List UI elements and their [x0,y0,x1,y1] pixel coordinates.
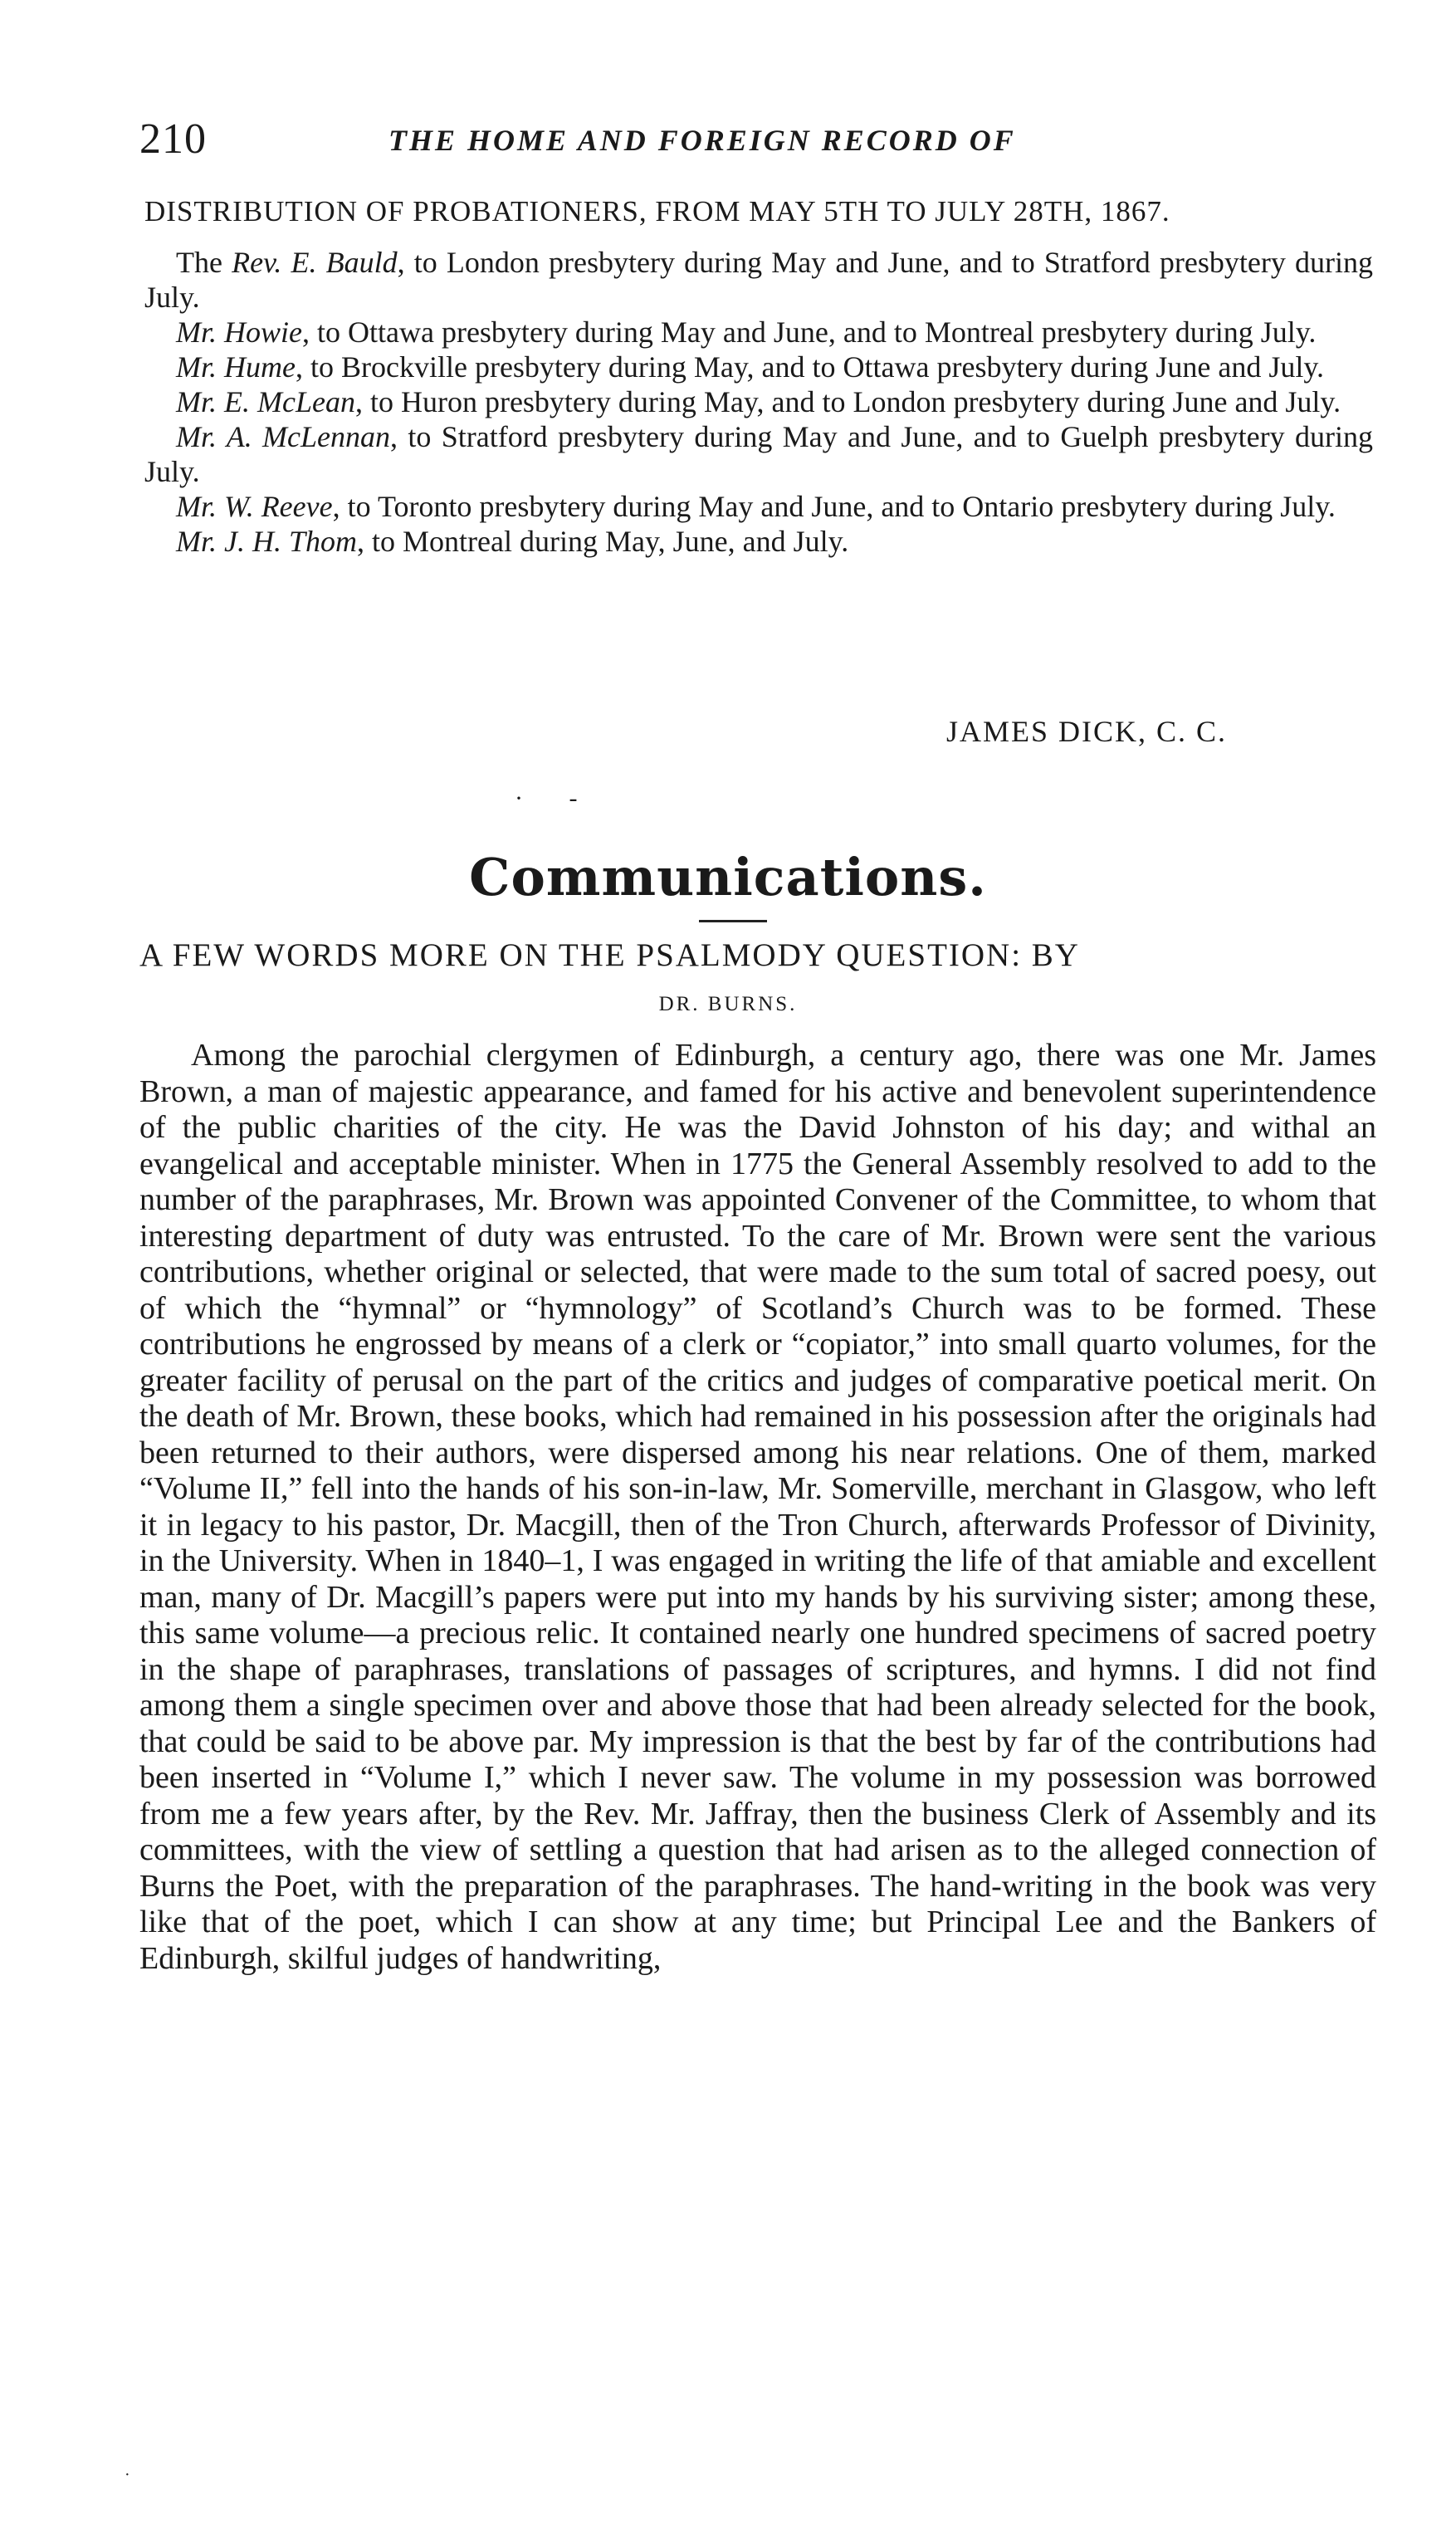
heading-rule [699,920,767,922]
signature: JAMES DICK, C. C. [946,715,1228,748]
probationer-name: Rev. E. Bauld [232,246,398,279]
probationer-name: Mr. W. Reeve [176,490,333,523]
probationer-entry: The Rev. E. Bauld, to London presbytery during May and June, and to Stratford presbytery during July. [144,246,1373,314]
probationer-entry: Mr. A. McLennan, to Stratford presbytery during May and June, and to Guelph presbytery during July. [144,420,1373,488]
probationer-name: Mr. A. McLennan [176,420,391,453]
section-heading: Communications. [469,847,987,907]
probationer-entry: Mr. E. McLean, to Huron presbytery during May, and to London presbytery during June and July. [176,385,1341,418]
footer-mark: · [125,2466,130,2484]
probationer-name: Mr. Howie [176,315,302,349]
probationer-entry: Mr. Hume, to Brockville presbytery during May, and to Ottawa presbytery during June and July. [176,350,1325,384]
notice-heading: DISTRIBUTION OF PROBATIONERS, FROM MAY 5TH TO JULY 28TH, 1867. [144,195,1170,227]
running-head [139,115,1385,164]
probationer-name: Mr. E. McLean [176,385,355,418]
probationer-entry: Mr. W. Reeve, to Toronto presbytery during May and June, and to Ontario presbytery during July. [176,490,1336,523]
probationer-name: Mr. Hume [176,350,296,384]
probationer-entry: Mr. J. H. Thom, to Montreal during May, June, and July. [176,525,849,558]
probationer-name: Mr. J. H. Thom [176,525,358,558]
probationer-list [144,245,1373,559]
byline: DR. BURNS. [658,993,798,1015]
journal-title: THE HOME AND FOREIGN RECORD OF [388,124,1016,157]
ornament-marks: · ‐ [515,785,598,812]
article-title: A FEW WORDS MORE ON THE PSALMODY QUESTION: BY [139,937,1080,973]
article-body: Among the parochial clergymen of Edinburgh, a century ago, there was one Mr. James Brown, a man of majestic appearance, and famed for his active and benevolent superintendence of the public charities of the city. He was the David Johnston of his day; and withal an evangelical and acceptable minister. When in 1775 the General Assembly resolved to add to the number of the paraphrases, Mr. Brown was appointed Convener of the Committee, to whom that interesting department of duty was entrusted. To the care of Mr. Brown were sent the various contributions, whether original or selected, that were made to the sum total of sacred poesy, out of which the “hymnal” or “hymnology” of Scotland’s Church was to be formed. These contributions he engrossed by means of a clerk or “copiator,” into small quarto volumes, for the greater facility of perusal on the part of the critics and judges of comparative poetical merit. On the death of Mr. Brown, these books, which had remained in his possession after the originals had been returned to their authors, were dispersed among his near relations. One of them, marked “Volume II,” fell into the hands of his son-in-law, Mr. Somerville, merchant in Glasgow, who left it in legacy to his pastor, Dr. Macgill, then of the Tron Church, afterwards Professor of Divinity, in the University. When in 1840–1, I was engaged in writing the life of that amiable and excellent man, many of Dr. Macgill’s papers were put into my hands by his surviving sister; among these, this same volume—a precious relic. It contained nearly one hundred specimens of sacred poetry in the shape of paraphrases, translations of passages of scriptures, and hymns. I did not find among them a single specimen over and above those that had been already selected for the book, that could be said to be above par. My impression is that the best by far of the contributions had been inserted in “Volume I,” which I never saw. The volume in my possession was borrowed from me a few years after, by the Rev. Mr. Jaffray, then the business Clerk of Assembly and its committees, with the view of settling a question that had arisen as to the alleged connection of Burns the Poet, with the preparation of the paraphrases. The hand-writing in the book was very like that of the poet, which I can show at any time; but Principal Lee and the Bankers of Edinburgh, skilful judges of handwriting, [139,1038,1376,1976]
probationer-entry: Mr. Howie, to Ottawa presbytery during May and June, and to Montreal presbytery during July. [176,315,1317,349]
page-number: 210 [139,115,207,163]
